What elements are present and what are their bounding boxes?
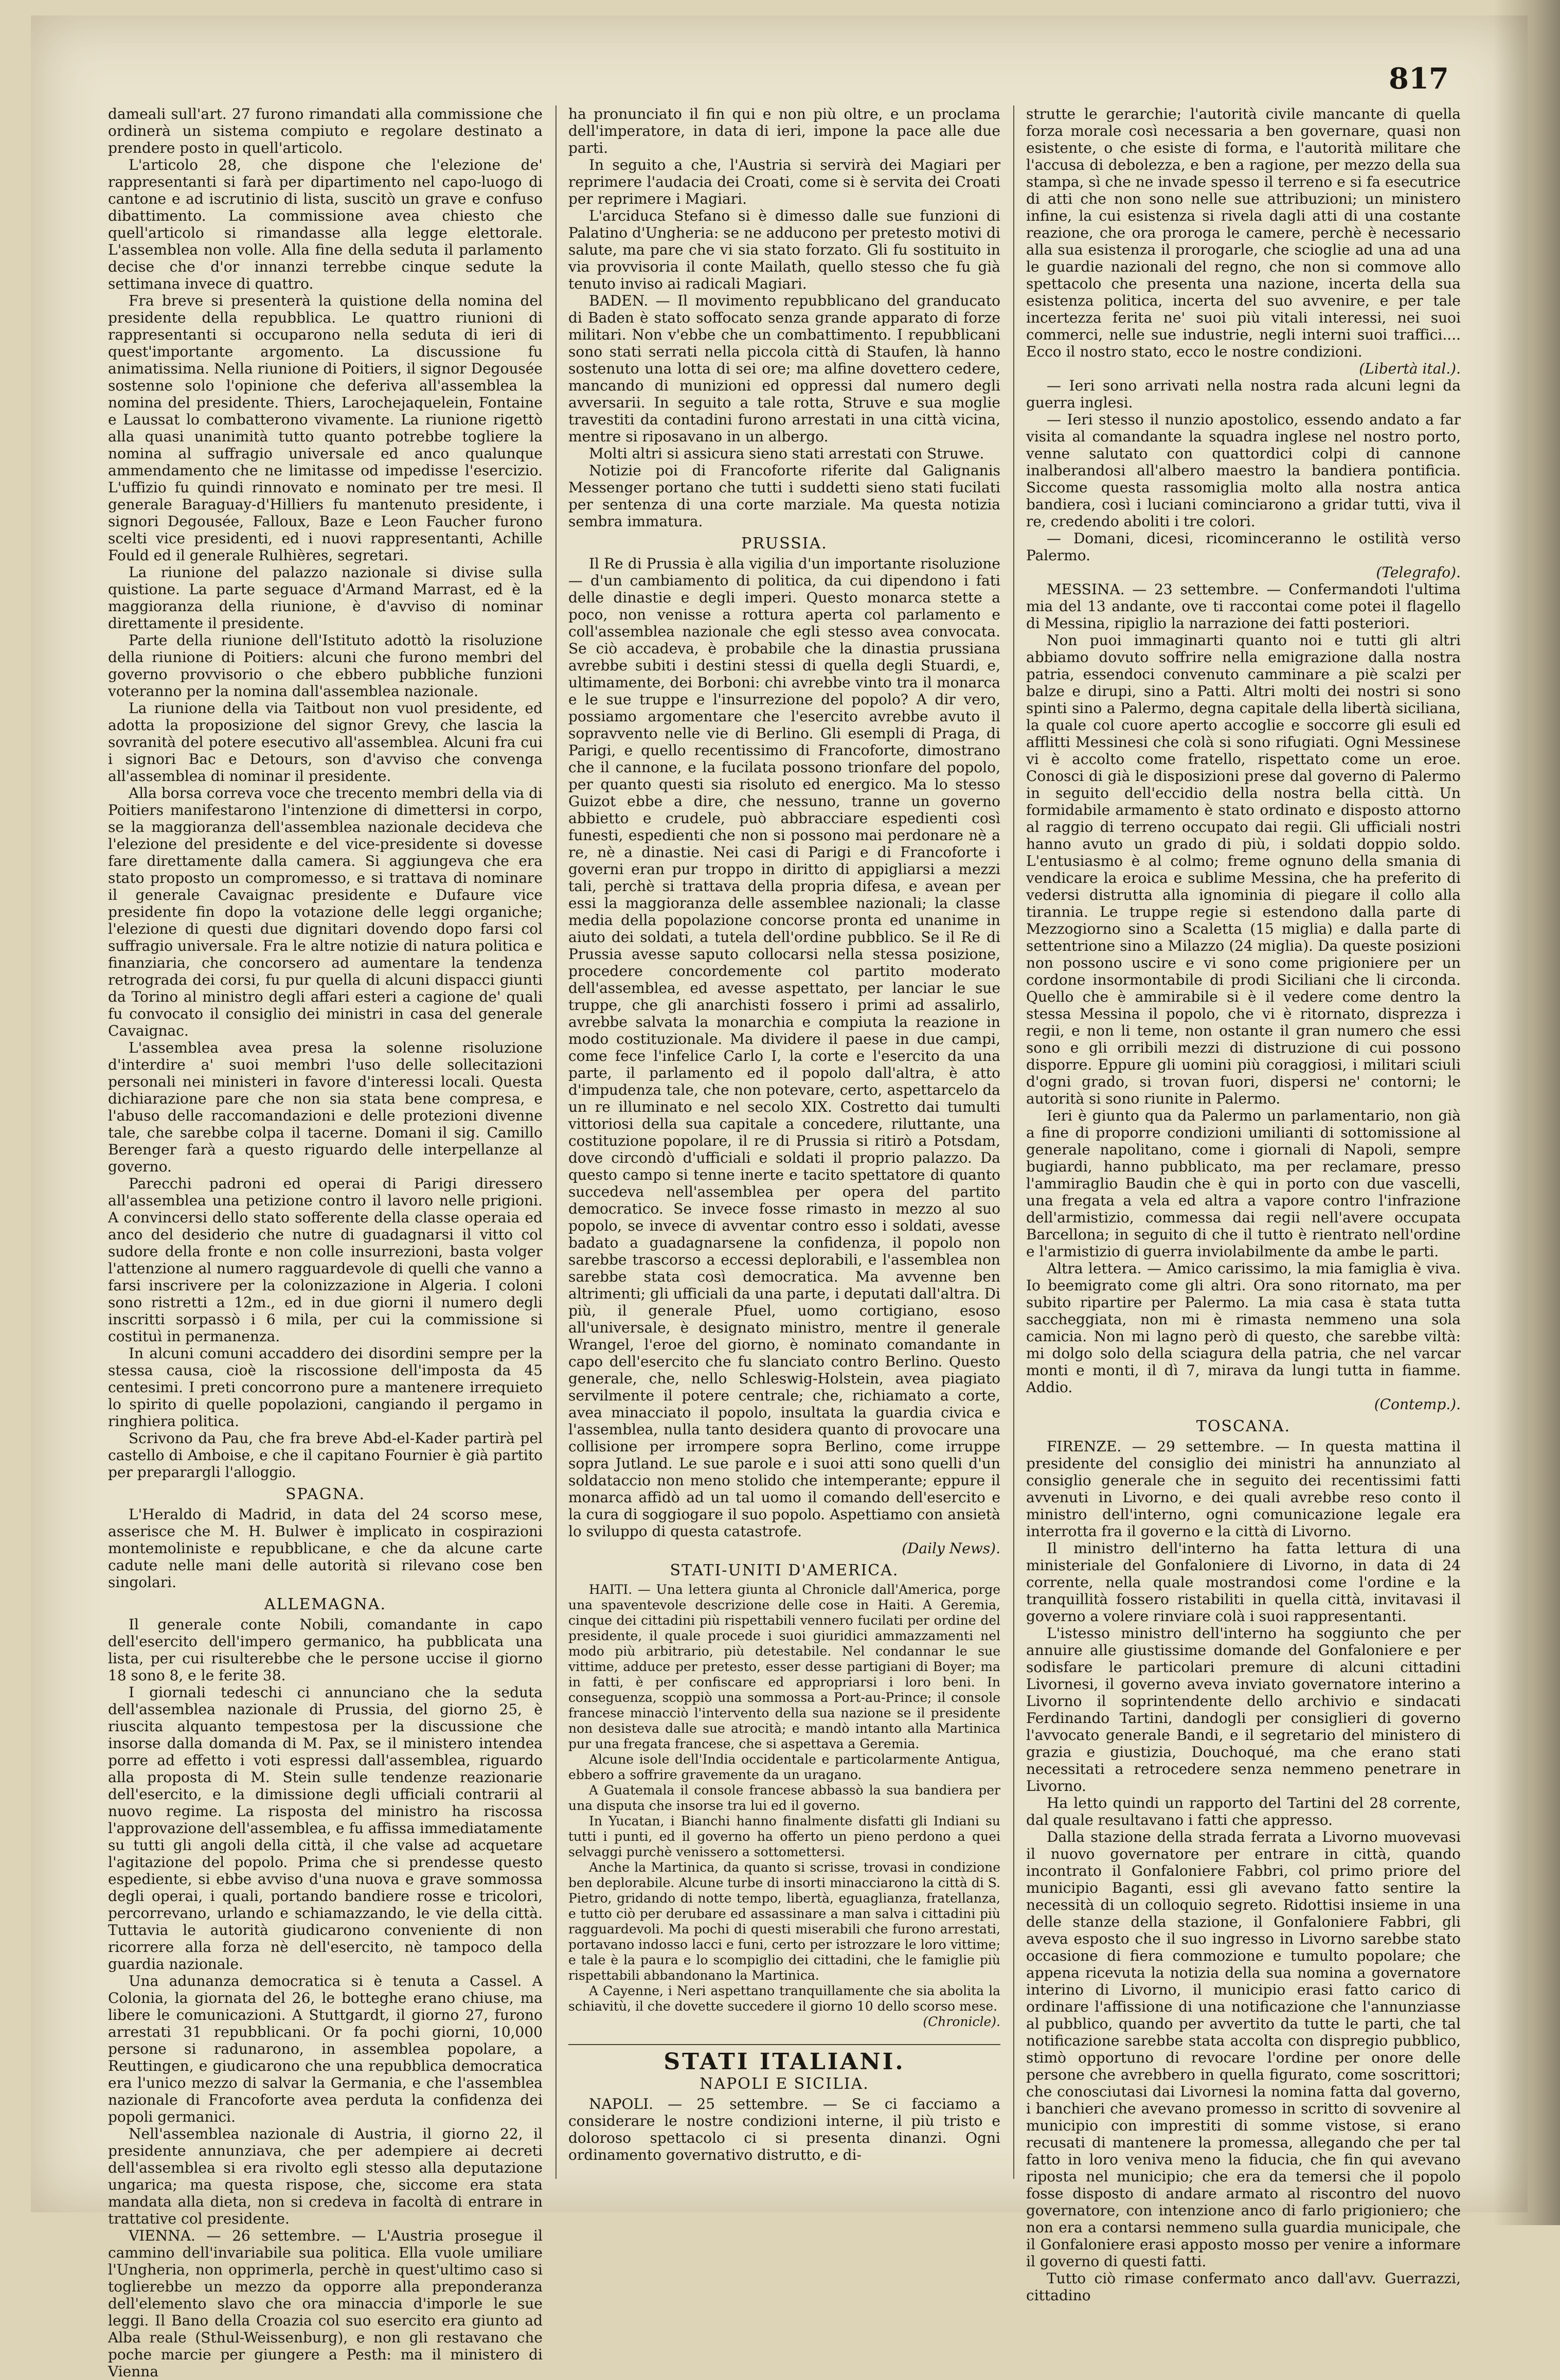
paragraph: Non puoi immaginarti quanto noi e tutti gli altri abbiamo dovuto soffrire nella emigrazione dalla nostra patria, essendoci convenuto camminare a piè scalzi per balze e dirupi, sino a Patti. Altri molti dei nostri si sono spinti sino a Palermo, degna capitale della libertà siciliana, la quale col cuore aperto accoglie e soccorre gli esuli ed afflitti Messinesi che colà si sono rifugiati. Ogni Messinese vi è accolto come fratello, rispettato come un eroe. Conosci di già le disposizioni prese dal governo di Palermo in seguito dell'eccidio della nostra bella città. Un formidabile armamento è stato ordinato e disposto attorno al raggio di terreno occupato dai regii. Gli ufficiali nostri hanno avuto un grado di più, i soldati doppio soldo. L'entusiasmo è al colmo; freme ognuno della smania di vendicare la eroica e sublime Messina, che ha preferito di vedersi distrutta alla ignominia di piegare il collo alla tirannia. Le truppe regie si estendono dalla parte di Mezzogiorno sino a Scaletta (15 miglia) e dalla parte di settentrione sino a Milazzo (24 miglia). Da queste posizioni non possono uscire e vi sono come prigioniere per un cordone insormontabile di prodi Siciliani che li circonda. Quello che è ammirabile si è il vedere come dentro la stessa Messina il popolo, che vi è ritornato, disprezza i regii, e non li teme, non ostante il gran numero che essi sono e gli orribili mezzi di distruzione di cui possono disporre. Eppure gli uomini più coraggiosi, i militari sciuli d'ogni grado, si trovan fuori, dispersi ne' contorni; le autorità si sono riunite in Palermo. [1026, 632, 1461, 1107]
paragraph: La riunione della via Taitbout non vuol presidente, ed adotta la proposizione del signor Grevy, che lascia la sovranità del potere esecutivo all'assemblea. Alcuni fra cui i signori Bac e Detours, son d'avviso che convenga all'assemblea di nominar il presidente. [108, 700, 543, 785]
paragraph: Altra lettera. — Amico carissimo, la mia famiglia è viva. Io beemigrato come gli altri. Ora sono ritornato, ma per subito ripartire per Palermo. La mia casa è stata tutta saccheggiata, non mi è rimasta nemmeno una sola camicia. Non mi lagno però di questo, che sarebbe viltà: mi dolgo solo della sciagura della patria, che nel varcar monti e monti, il dì 7, mirava da lungi tutta in fiamme. Addio. [1026, 1260, 1461, 1396]
paragraph: Molti altri si assicura sieno stati arrestati con Struwe. [589, 445, 984, 462]
paragraph: MESSINA. — 23 settembre. — Confermandoti l'ultima mia del 13 andante, ove ti raccontai come potei il flagello di Messina, ripiglio la narrazione dei fatti posteriori. [1026, 581, 1461, 632]
source-attribution: (Daily News). [902, 1540, 1000, 1557]
paragraph: dameali sull'art. 27 furono rimandati alla commissione che ordinerà un sistema compiuto e regolare destinato a prendere posto in quell'articolo. [108, 105, 543, 156]
section-heading-allemagna: ALLEMAGNA. [264, 1595, 387, 1613]
paragraph: Parecchi padroni ed operai di Parigi diressero all'assemblea una petizione contro il lavoro nelle prigioni. A convincersi dello stato sofferente della classe operaia ed anco del desiderio che nutre di guadagnarsi il vitto col sudore della fronte e non colle insurrezioni, basta volger l'attenzione al numero ragguardevole di quelli che vanno a farsi inscrivere per la colonizzazione in Algeria. I coloni sono ristretti a 12m., ed in due giorni il numero degli inscritti sorpassò i 6 mila, per cui la commissione si costituì in permanenza. [108, 1175, 543, 1345]
paragraph: L'arciduca Stefano si è dimesso dalle sue funzioni di Palatino d'Ungheria: se ne adducono per pretesto motivi di salute, ma pare che vi sia stato forzato. Gli fu sostituito in via provvisoria il conte Mailath, quello stesso che fu già tenuto inviso ai radicali Magiari. [568, 207, 1000, 292]
source-attribution: (Telegrafo). [1376, 564, 1461, 581]
paragraph: Notizie poi di Francoforte riferite dal Galignanis Messenger portano che tutti i suddetti sieno stati fucilati per sentenza di una corte marziale. Ma questa notizia sembra immatura. [568, 462, 1000, 530]
paragraph: Il ministro dell'interno ha fatta lettura di una ministeriale del Gonfaloniere di Livorno, in data di 24 corrente, nella quale mostrandosi come l'ordine e la tranquillità fossero ristabiliti in quella città, invitavasi il governo a volere rinviare colà i suoi rappresentanti. [1026, 1540, 1461, 1625]
section-heading-stati-italiani: STATI ITALIANI. [568, 2044, 1000, 2070]
paragraph: In seguito a che, l'Austria si servirà dei Magiari per reprimere l'audacia dei Croati, come si è servita dei Croati per reprimere i Magiari. [568, 156, 1000, 207]
paragraph: Alla borsa correva voce che trecento membri della via di Poitiers manifestarono l'intenzione di dimettersi in corpo, se la maggioranza dell'assemblea nazionale decideva che l'elezione del presidente e del vice-presidente si dovesse fare direttamente dalla camera. Si aggiungeva che era stato proposto un compromesso, e si trattava di nominare il generale Cavaignac presidente e Dufaure vice presidente fin dopo la votazione delle leggi organiche; l'elezione di questi due dignitari dovendo dopo farsi col suffragio universale. Fra le altre notizie di natura politica e finanziaria, che concorsero ad aumentare la tendenza retrograda dei corsi, fu pur quella di alcuni dispacci giunti da Torino al ministro degli affari esteri a cagione de' quali fu convocato il consiglio dei ministri in casa del generale Cavaignac. [108, 785, 543, 1039]
paragraph: Il Re di Prussia è alla vigilia d'un importante risoluzione — d'un cambiamento di politica, da cui dipendono i fati delle dinastie e degli imperi. Questo monarca stette a poco, non venisse a rottura aperta col parlamento e coll'assemblea nazionale che egli stesso avea convocata. Se ciò accadeva, è probabile che la dinastia prussiana avrebbe subiti i destini stessi di quella degli Stuardi, e, ultimamente, dei Borboni: chi avrebbe vinto tra il monarca e le sue truppe e l'insurrezione del popolo? A dir vero, possiamo argomentare che l'esercito avrebbe avuto il sopravvento nelle vie di Berlino. Gli esempli di Praga, di Parigi, e quello recentissimo di Francoforte, dimostrano che il cannone, e la fucilata possono trionfare del popolo, per quanto questi sia risoluto ed energico. Ma lo stesso Guizot ebbe a dire, che nessuno, tranne un governo abbietto e crudele, può abbracciare espedienti così funesti, espedienti che non si possono mai perdonare nè a re, nè a dinastie. Nei casi di Parigi e di Francoforte i governi eran pur troppo in diritto di appigliarsi a mezzi tali, perchè si trattava della propria difesa, e avean per essi la maggioranza delle assemblee nazionali; la classe media della popolazione concorse pronta ed unanime in aiuto dei soldati, a tutela dell'ordine pubblico. Se il Re di Prussia avesse saputo collocarsi nella stessa posizione, procedere concordemente col partito moderato dell'assemblea, ed avesse aspettato, per lanciar le sue truppe, che gli anarchisti fossero i primi ad assalirlo, avrebbe salvata la monarchia e compiuta la reazione in modo costituzionale. Ma dividere il paese in due campi, come fece l'infelice Carlo I, la corte e l'esercito da una parte, il parlamento ed il popolo dall'altra, è atto d'impudenza tale, che non potevare, certo, aspettarcelo da un re illuminato e nel secolo XIX. Costretto dai tumulti vittoriosi della sua capitale a concedere, riluttante, una costituzione popolare, il re di Prussia si ritirò a Potsdam, dove circondò d'ufficiali e soldati il proprio palazzo. Da questo campo si tenne inerte e tacito spettatore di quanto succedeva nell'assemblea per opera del partito democratico. Se invece fosse rimasto in mezzo al suo popolo, se invece di avventar contro esso i soldati, avesse badato a guadagnarsene la confidenza, il popolo non sarebbe trascorso a eccessi deplorabili, e l'assemblea non sarebbe stata così democratica. Ma avvenne ben altrimenti; gli ufficiali da una parte, i deputati dall'altra. Di più, il generale Pfuel, uomo cortigiano, esoso all'universale, è designato ministro, mentre il generale Wrangel, l'eroe del giorno, è nominato comandante in capo dell'esercito che fu slanciato contro Berlino. Questo generale, che, nello Schleswig-Holstein, avea piagiato servilmente il potere centrale; che, richiamato a corte, avea minacciato il popolo, insultata la guardia civica e l'assemblea, nulla tanto desidera quanto di provocare una collisione per irrompere sopra Berlino, come irruppe sopra Jutland. Le sue parole e i suoi atti sono quelli d'un soldataccio non meno stolido che intemperante; eppure il monarca affidò ad un tal uomo il comando dell'esercito e la cura di soggiogare il suo popolo. Aspettiamo con ansietà lo sviluppo di questa catastrofe. [568, 555, 1000, 1540]
paragraph: HAITI. — Una lettera giunta al Chronicle dall'America, porge una spaventevole descrizione delle cose in Haiti. A Geremia, cinque dei cittadini più rispettabili vennero fucilati per ordine del presidente, il quale procede i suoi giuridici ammazzamenti nel modo più arbitrario, più detestabile. Nel condannar le sue vittime, adduce per pretesto, esser desse partigiani di Boyer; ma in fatti, è per confiscare ed appropriarsi i loro beni. In conseguenza, scoppiò una sommossa a Port-au-Prince; il console francese minacciò l'intervento della sua nazione se il presidente non desisteva dalle sue atrocità; e mandò intanto alla Martinica pur una fregata francese, che si aspettava a Geremia. [568, 1582, 1000, 1751]
paragraph: — Domani, dicesi, ricominceranno le ostilità verso Palermo. [1026, 530, 1461, 564]
page-number: 817 [1389, 62, 1449, 96]
source-attribution: (Chronicle). [923, 2014, 1000, 2029]
paragraph: Fra breve si presenterà la quistione della nomina del presidente della repubblica. Le quattro riunioni di rappresentanti si occuparono nella seduta di ieri di quest'importante argomento. La discussione fu animatissima. Nella riunione di Poitiers, il signor Degousée sostenne solo l'opinione che deferiva all'assemblea la nomina del presidente. Thiers, Larochejaquelein, Fontaine e Laussat lo combatterono vivamente. La riunione rigettò alla quasi unanimità tutto quanto potrebbe togliere la nomina al suffragio universale ed anco qualunque ammendamento che ne limitasse od impedisse l'esercizio. L'uffizio fu quindi rinnovato e nominato per tre mesi. Il generale Baraguay-d'Hilliers fu mantenuto presidente, i signori Degousée, Falloux, Baze e Leon Faucher furono scelti vice presidenti, ed i nuovi rappresentanti, Achille Fould ed il generale Rulhières, segretari. [108, 292, 543, 564]
paragraph: Tutto ciò rimase confermato anco dall'avv. Guerrazzi, cittadino [1026, 2270, 1461, 2304]
paragraph: L'articolo 28, che dispone che l'elezione de' rappresentanti si farà per dipartimento nel capo-luogo di cantone e ad iscrutinio di lista, suscitò un grave e confuso dibattimento. La commissione avea chiesto che quell'articolo si rimandasse alla legge elettorale. L'assemblea non volle. Alla fine della seduta il parlamento decise che d'or innanzi terrebbe cinque sedute la settimana invece di quattro. [108, 156, 543, 292]
paragraph: A Guatemala il console francese abbassò la sua bandiera per una disputa che insorse tra lui ed il governo. [568, 1783, 1000, 1813]
column-2 [568, 105, 1000, 2184]
paragraph: ha pronunciato il fin qui e non più oltre, e un proclama dell'imperatore, in data di ieri, impone la pace alle due parti. [568, 105, 1000, 156]
column-3 [1026, 105, 1461, 2304]
paragraph: VIENNA. — 26 settembre. — L'Austria prosegue il cammino dell'invariabile sua politica. Ella vuole umiliare l'Ungheria, non opprimerla, perchè in quest'ultimo caso si toglierebbe un mezzo da opporre alla preponderanza dell'elemento slavo che ora minaccia d'imporle le sue leggi. Il Bano della Croazia col suo esercito era giunto ad Alba reale (Sthul-Weissenburg), e non gli restavano che poche marcie per giungere a Pesth: ma il ministero di Vienna [108, 2227, 543, 2380]
paragraph: La riunione del palazzo nazionale si divise sulla quistione. La parte seguace d'Armand Marrast, ed è la maggioranza della riunione, è d'avviso di nominar direttamente il presidente. [108, 564, 543, 632]
section-heading-spagna: SPAGNA. [285, 1485, 366, 1503]
section-heading-napoli-sicilia: NAPOLI E SICILIA. [700, 2075, 869, 2093]
paragraph: Dalla stazione della strada ferrata a Livorno muovevasi il nuovo governatore per entrare in città, quando incontrato il Gonfaloniere Fabbri, col primo priore del municipio Baganti, essi gli avevano fatto sentire la necessità di un colloquio segreto. Ridottisi insieme in una delle stanze della stazione, il Gonfaloniere Fabbri, gli aveva esposto che il suo ingresso in Livorno sarebbe stato occasione di fiera commozione e tumulto popolare; che appena ricevuta la notizia della sua nomina a governatore interino di Livorno, il municipio erasi fatto carico di ordinare l'affissione di una notificazione che l'annunziasse al pubblico, quando per avvertito da tutte le parti, che tal notificazione sarebbe stata accolta con dispregio pubblico, stimò opportuno di revocare l'ordine per onore delle persone che avrebbero in quella figurato, come soscrittori; che conosciutasi dai Livornesi la nomina fatta dal governo, i banchieri che avevano promesso in scritto di sovvenire al municipio con imprestiti di somme vistose, si erano recusati di mantenere la promessa, allegando che per tal fatto in loro veniva meno la fiducia, che fin qui avevano riposta nel municipio; che era da temersi che il popolo fosse disposto di andare armato al riscontro del nuovo governatore, con intenzione anco di farlo prigioniero; che non era a contarsi nemmeno sulla guardia municipale, che il Gonfaloniere erasi apposto mosso per venire a informare il governo di questi fatti. [1026, 1828, 1461, 2270]
paragraph: strutte le gerarchie; l'autorità civile mancante di quella forza morale così necessaria a ben governare, quasi non esistente, o che esiste di forma, e l'autorità militare che l'accusa di debolezza, e ben a ragione, per mezzo della sua stampa, sì che ne invade spesso il terreno e si fa esecutrice di atti che non sono nelle sue attribuzioni; un ministero infine, la cui esistenza si rivela dagli atti di una costante reazione, che ora proroga le camere, perchè è necessario alla sua esistenza il prorogarle, che scioglie ad una ad una le guardie nazionali del regno, che non si commove allo spettacolo che presenta una nazione, incerta della sua esistenza politica, incerta del suo avvenire, e per tale incertezza ferita ne' suoi più vitali interessi, nei suoi commerci, nelle sue industrie, negli interni suoi traffici.... Ecco il nostro stato, ecco le nostre condizioni. [1026, 105, 1461, 360]
paragraph: L'assemblea avea presa la solenne risoluzione d'interdire a' suoi membri l'uso delle sollecitazioni personali nei ministeri in favore d'interessi locali. Questa dichiarazione pare che non sia stata bene compresa, e l'abuso delle raccomandazioni e delle protezioni divenne tale, che sarebbe colpa il tacerne. Domani il sig. Camillo Berenger farà a questo riguardo delle interpellanze al governo. [108, 1039, 543, 1175]
paragraph: Ha letto quindi un rapporto del Tartini del 28 corrente, dal quale resultavano i fatti che appresso. [1026, 1795, 1461, 1828]
paragraph: L'istesso ministro dell'interno ha soggiunto che per annuire alle giustissime domande del Gonfaloniere e per sodisfare le particolari premure di alcuni cittadini Livornesi, il governo aveva inviato governatore interino a Livorno il soprintendente dello archivio e sindacati Ferdinando Tartini, dandogli per consiglieri di governo l'avvocato generale Bandi, e il segretario del ministero di grazia e giustizia, Douchoqué, ma che erano stati necessitati a retrocedere senza nemmeno penetrare in Livorno. [1026, 1625, 1461, 1795]
paragraph: — Ieri sono arrivati nella nostra rada alcuni legni da guerra inglesi. [1026, 377, 1461, 411]
paragraph: — Ieri stesso il nunzio apostolico, essendo andato a far visita al comandante la squadra inglese nel nostro porto, venne salutato con quattordici colpi di cannone inalberandosi all'albero maestro la bandiera pontificia. Siccome questa rassomiglia molto alla nostra antica bandiera, così i luciani cominciarono a gridar tutti, viva il re, credendo aboliti i tre colori. [1026, 411, 1461, 530]
paragraph: Il generale conte Nobili, comandante in capo dell'esercito dell'impero germanico, ha pubblicata una lista, per cui risulterebbe che le persone uccise il giorno 18 sono 8, e le ferite 38. [108, 1616, 543, 1684]
column-rule-1 [555, 105, 557, 2179]
source-attribution: (Libertà ital.). [1359, 360, 1461, 377]
section-heading-stati-uniti: STATI-UNITI D'AMERICA. [670, 1561, 899, 1579]
paragraph: In Yucatan, i Bianchi hanno finalmente disfatti gli Indiani su tutti i punti, ed il governo ha offerto un pieno perdono a quei selvaggi purchè venissero a sottomettersi. [568, 1814, 1000, 1859]
paragraph: Scrivono da Pau, che fra breve Abd-el-Kader partirà pel castello di Amboise, e che il capitano Fournier è già partito per preparargli l'alloggio. [108, 1430, 543, 1481]
section-heading-prussia: PRUSSIA. [741, 535, 828, 553]
paragraph: L'Heraldo di Madrid, in data del 24 scorso mese, asserisce che M. H. Bulwer è implicato in cospirazioni montemoliniste e repubblicane, e che da alcune carte cadute nelle mani delle autorità si rilevano cose ben singolari. [108, 1506, 543, 1591]
column-1 [108, 105, 543, 2380]
paragraph: Alcune isole dell'India occidentale e particolarmente Antigua, ebbero a soffrire gravemente da un uragano. [568, 1752, 1000, 1782]
paragraph: Parte della riunione dell'Istituto adottò la risoluzione della riunione di Poitiers: alcuni che furono membri del governo provvisorio o che ebbero pubbliche funzioni voteranno per la nomina dall'assemblea nazionale. [108, 632, 543, 700]
paragraph: Ieri è giunto qua da Palermo un parlamentario, non già a fine di proporre condizioni umilianti di sottomissione al generale napolitano, come i giornali di Napoli, sempre bugiardi, hanno pubblicato, ma per reclamare, presso l'ammiraglio Baudin che è qui in porto con due vascelli, una fregata a vela ed altra a vapore contro l'infrazione dell'armistizio, commessa dai regii nell'avere occupata Barcellona; in seguito di che il tutto è rientrato nell'ordine e l'armistizio di guerra inviolabilmente da ambe le parti. [1026, 1107, 1461, 1260]
column-rule-2 [1013, 105, 1014, 2179]
paragraph: I giornali tedeschi ci annunciano che la seduta dell'assemblea nazionale di Prussia, del giorno 25, è riuscita alquanto tempestosa per la discussione che insorse dalla domanda di M. Pax, se il ministero intendea porre ad effetto i voti espressi dall'assemblea, riguardo alla proposta di M. Stein sulle tendenze reazionarie dell'esercito, e la dimissione degli ufficiali contrarii al nuovo regime. La risposta del ministro ha riscossa l'approvazione dell'assemblea, e fu affissa immediatamente su tutti gli angoli della città, il che valse ad acquetare l'agitazione del popolo. Prima che si prendesse questo espediente, si ebbe avviso d'una nuova e grave sommossa degli operai, i quali, portando bandiere rosse e tricolori, percorrevano, urlando e schiamazzando, le vie della città. Tuttavia le autorità giudicarono conveniente di non ricorrere alla forza nè dell'esercito, nè tampoco della guardia nazionale. [108, 1684, 543, 1973]
paragraph: In alcuni comuni accaddero dei disordini sempre per la stessa causa, cioè la riscossione dell'imposta da 45 centesimi. I preti concorrono pure a mantenere irrequieto lo spirito di quelle popolazioni, cangiando il pergamo in ringhiera politica. [108, 1345, 543, 1430]
paragraph: Una adunanza democratica si è tenuta a Cassel. A Colonia, la giornata del 26, le botteghe erano chiuse, ma libere le comunicazioni. A Stuttgardt, il giorno 27, furono arrestati 31 repubblicani. Or fa pochi giorni, 10,000 persone si radunarono, in assemblea popolare, a Reuttingen, e giudicarono che una repubblica democratica era l'unico mezzo di salvar la Germania, e che l'assemblea nazionale di Francoforte avea perduta la confidenza dei popoli germanici. [108, 1973, 543, 2125]
paragraph: Nell'assemblea nazionale di Austria, il giorno 22, il presidente annunziava, che per adempiere ai decreti dell'assemblea si era rivolto egli stesso alla deputazione ungarica; ma questa rispose, che, siccome era stata mandata alla dieta, non si credeva in facoltà di entrare in trattative col presidente. [108, 2125, 543, 2227]
paragraph: NAPOLI. — 25 settembre. — Se ci facciamo a considerare le nostre condizioni interne, il più tristo e doloroso spettacolo ci si presenta dinanzi. Ogni ordinamento governativo distrutto, e di- [568, 2095, 1000, 2163]
section-heading-toscana: TOSCANA. [1196, 1417, 1291, 1435]
source-attribution: (Contemp.). [1374, 1396, 1461, 1413]
paragraph: BADEN. — Il movimento repubblicano del granducato di Baden è stato soffocato senza grande apparato di forze militari. Non v'ebbe che un combattimento. I repubblicani sono stati serrati nella piccola città di Staufen, là hanno sostenuto una lotta di sei ore; ma alfine dovettero cedere, mancando di munizioni ed oppressi dal numero degli avversarii. In seguito a tale rotta, Struve e sua moglie travestiti da contadini furono arrestati in una città vicina, mentre si riposavano in un albergo. [568, 292, 1000, 445]
paragraph: A Cayenne, i Neri aspettano tranquillamente che sia abolita la schiavitù, il che dovette succedere il giorno 10 dello scorso mese. [568, 1983, 1000, 2014]
paragraph: Anche la Martinica, da quanto si scrisse, trovasi in condizione ben deplorabile. Alcune turbe di insorti minacciarono la città di S. Pietro, gridando di notte tempo, libertà, eguaglianza, fratellanza, e tutto ciò per derubare ed assassinare a man salva i cittadini più ragguardevoli. Ma pochi di questi miserabili che furono arrestati, portavano indosso lacci e funi, certo per istrozzare le loro vittime; e tale è la paura e lo scompiglio dei cittadini, che le famiglie più rispettabili abbandonano la Martinica. [568, 1860, 1000, 1983]
page-edge-shadow [1493, 0, 1560, 2225]
paragraph: FIRENZE. — 29 settembre. — In questa mattina il presidente del consiglio dei ministri ha annunziato al consiglio generale che in seguito dei recentissimi fatti avvenuti in Livorno, e dei quali avrebbe reso conto il ministro dell'interno, ogni comunicazione legale era interrotta fra il governo e la città di Livorno. [1026, 1438, 1461, 1540]
